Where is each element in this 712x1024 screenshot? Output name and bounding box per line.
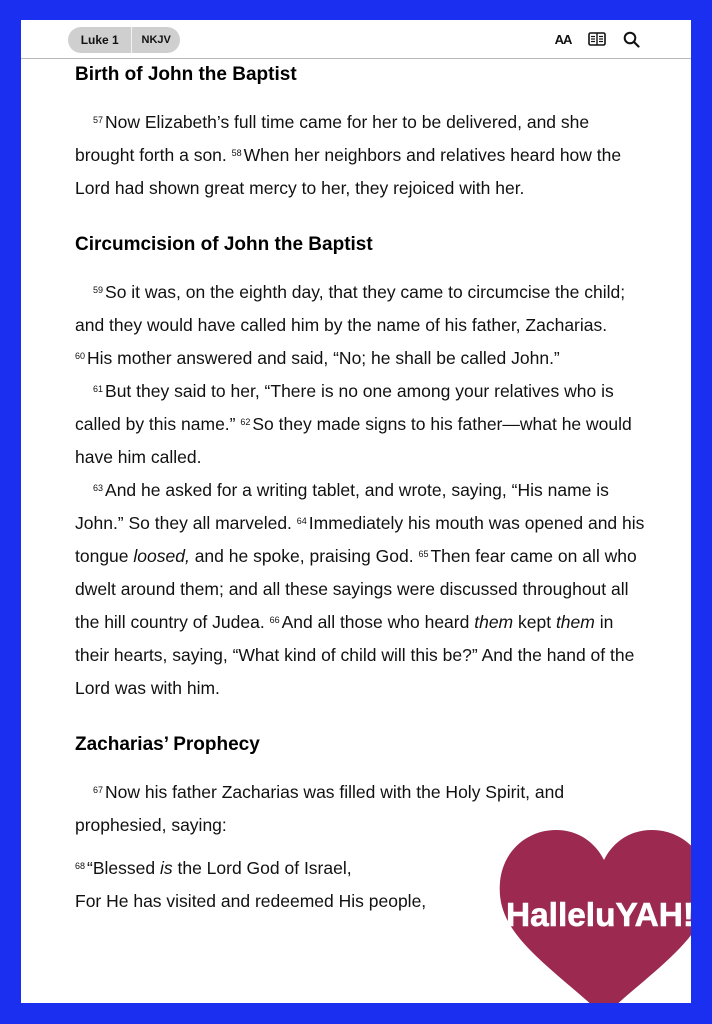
scripture-text [75, 62, 645, 918]
verse-number: 59 [93, 285, 104, 295]
sticker-text: HalleluYAH! [506, 896, 694, 933]
section-heading: Zacharias’ Prophecy [75, 734, 260, 755]
poetry-line: For He has visited and redeemed His people, [75, 891, 427, 911]
toolbar-tools [553, 29, 641, 49]
halleluyah-heart-sticker [498, 828, 694, 1003]
verse-text-italic: them [555, 612, 595, 632]
paragraph [75, 276, 645, 375]
top-toolbar [21, 20, 691, 59]
verse-text: And all those who heard [281, 612, 475, 632]
verse-text: the Lord God of Israel, [172, 858, 352, 878]
paragraph [75, 106, 645, 205]
reading-view-icon[interactable] [587, 29, 607, 49]
verse-text: Now Elizabeth’s full time came for her to be delivered, and she brought forth a son. [75, 112, 590, 165]
verse-text: Immediately his mouth was opened and his tongue [75, 513, 645, 566]
verse-number: 63 [93, 483, 104, 493]
verse-number: 68 [75, 861, 86, 871]
verse-text: Then fear came on all who dwelt around them; and all these sayings were discussed throughout all the hill country of Judea. [75, 546, 637, 632]
verse-number: 57 [93, 115, 104, 125]
verse-number: 65 [418, 549, 429, 559]
verse-text: Now his father Zacharias was filled with the Holy Spirit, and prophesied, saying: [75, 782, 565, 835]
verse-number: 64 [296, 516, 307, 526]
verse-text-italic: loosed, [133, 546, 190, 566]
verse-text-italic: is [159, 858, 173, 878]
verse-text: and he spoke, praising God. [189, 546, 419, 566]
verse-text: When her neighbors and relatives heard how the Lord had shown great mercy to her, they rejoiced with her. [75, 145, 622, 198]
verse-text: “Blessed [87, 858, 160, 878]
verse-text-italic: them [474, 612, 514, 632]
verse-text: in their hearts, saying, “What kind of child will this be?” And the hand of the Lord was with him. [75, 612, 635, 698]
verse-number: 62 [240, 417, 251, 427]
paragraph [75, 474, 645, 705]
verse-number: 61 [93, 384, 104, 394]
verse-number: 66 [269, 615, 280, 625]
version-button[interactable]: NKJV [141, 34, 171, 46]
verse-text: kept [513, 612, 556, 632]
verse-number: 60 [75, 351, 86, 361]
reader-page [21, 20, 694, 1003]
verse-text: And he asked for a writing tablet, and wrote, saying, “His name is John.” So they all marveled. [75, 480, 609, 533]
verse-text: But they said to her, “There is no one among your relatives who is called by this name.” [75, 381, 614, 434]
section-heading: Circumcision of John the Baptist [75, 234, 373, 255]
book-chapter-button[interactable]: Luke 1 [68, 27, 132, 53]
verse-text: So they made signs to his father—what he would have him called. [75, 414, 632, 467]
verse-number: 58 [231, 148, 242, 158]
text-size-label: AA [554, 31, 572, 47]
verse-text: His mother answered and said, “No; he shall be called John.” [87, 348, 560, 368]
search-icon[interactable] [621, 29, 641, 49]
verse-text: So it was, on the eighth day, that they came to circumcise the child; and they would have called him by the name of his father, Zacharias. [75, 282, 626, 335]
text-size-icon[interactable] [553, 29, 573, 49]
section-heading: Birth of John the Baptist [75, 64, 297, 85]
paragraph [75, 375, 645, 474]
book-version-selector[interactable] [68, 27, 180, 53]
verse-number: 67 [93, 785, 104, 795]
